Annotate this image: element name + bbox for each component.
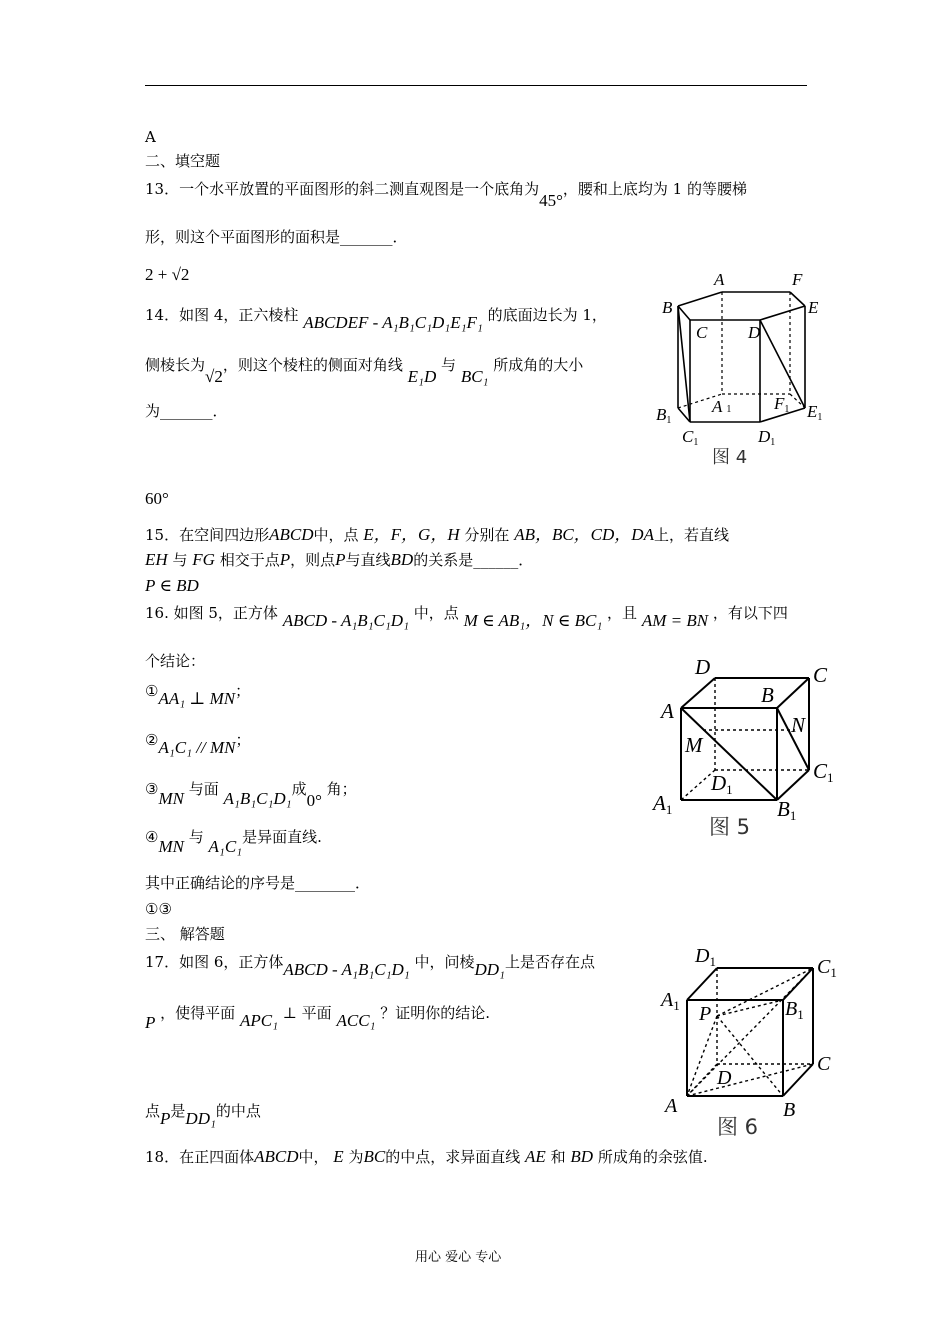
fig4-label-F1: F1 — [774, 394, 790, 415]
figure-6-cube — [655, 940, 855, 1145]
q17-answer: 点P是DD₁的中点 — [145, 1102, 261, 1128]
answer-12: A — [145, 128, 156, 146]
section-solutions: 三、 解答题 — [145, 925, 225, 943]
fig4-label-D: D — [748, 323, 761, 342]
q14-line1: 14．如图 4，正六棱柱 ABCDEF - A₁B₁C₁D₁E₁F₁ 的底面边长为 1， — [145, 306, 607, 332]
fig4-label-A: A — [714, 270, 725, 289]
q13-answer: 2 + √2 — [145, 265, 190, 284]
conclusion-2: ②A₁C₁ // MN； — [145, 731, 251, 757]
fig6-label-A1: $A_1$ — [661, 989, 680, 1013]
page-footer: 用心 爱心 专心 — [415, 1250, 502, 1265]
q13-line2: 形，则这个平面图形的面积是_______． — [145, 228, 408, 246]
conclusion-4: ④MN 与 A₁C₁是异面直线. — [145, 828, 322, 856]
fig5-label-B1: B1 — [777, 797, 797, 823]
fig4-label-E1: E1 — [807, 402, 823, 423]
section-fill-in: 二、填空题 — [145, 152, 221, 170]
q14-line3: 为_______． — [145, 402, 228, 420]
fig6-label-A: A — [665, 1095, 678, 1117]
header-rule — [145, 85, 807, 86]
fig5-label-D1: D1 — [711, 771, 733, 797]
q15-line1: 15．在空间四边形ABCD中，点 E，F，G，H 分别在 AB，BC，CD，DA上，若直线 — [145, 525, 729, 544]
fig4-label-E: E — [808, 298, 819, 317]
q16-line3: 其中正确结论的序号是________． — [145, 874, 371, 892]
fig5-label-C1: C1 — [813, 759, 834, 785]
q17-line1: 17．如图 6，正方体ABCD - A₁B₁C₁D₁ 中，问棱DD₁上是否存在点 — [145, 953, 595, 979]
fig6-label-D1: $D_1$ — [695, 945, 716, 969]
fig4-label-B1: B1 — [656, 405, 672, 426]
fig6-caption: 图 6 — [717, 1115, 759, 1139]
fig4-label-C: C — [696, 323, 708, 342]
fig4-caption: 图 4 — [712, 447, 748, 468]
fig6-label-B1: $B_1$ — [785, 998, 804, 1022]
figure-4-hexagonal-prism — [650, 262, 840, 472]
fig5-label-B: B — [761, 683, 774, 707]
fig5-label-D: D — [695, 655, 711, 679]
fig4-label-F: F — [792, 270, 803, 289]
q14-line2: 侧棱长为√2，则这个棱柱的侧面对角线 E₁D 与 BC₁ 所成角的大小 — [145, 356, 584, 386]
conclusion-1: ①AA₁ ⊥ MN； — [145, 682, 251, 708]
fig5-label-N: N — [791, 713, 806, 737]
figure-5-cube — [645, 650, 845, 850]
fig6-label-C1: $C_1$ — [817, 956, 837, 980]
fig4-label-D1: D1 — [758, 427, 776, 448]
q15-line2: EH 与 FG 相交于点P，则点P与直线BD的关系是______． — [145, 550, 534, 569]
q14-answer: 60° — [145, 489, 169, 508]
q16-line2: 个结论： — [145, 652, 206, 670]
fig5-label-A1: A1 — [653, 791, 673, 817]
fig4-label-C1: C1 — [682, 427, 699, 448]
q18-line: 18．在正四面体ABCD中， E 为BC的中点，求异面直线 AE 和 BD 所成角的余弦值. — [145, 1147, 708, 1166]
fig6-label-B: B — [783, 1099, 796, 1121]
fig5-label-A: A — [661, 699, 674, 723]
fig5-caption: 图 5 — [709, 815, 751, 839]
fig6-label-D: D — [717, 1067, 732, 1089]
q17-line2: P ，使得平面 APC₁ ⊥ 平面 ACC₁ ？证明你的结论. — [145, 1004, 491, 1032]
fig4-label-A1: A 1 — [712, 397, 732, 416]
fig4-label-B: B — [662, 298, 673, 317]
fig6-label-C: C — [817, 1053, 831, 1075]
fig5-label-M: M — [685, 733, 703, 757]
q16-line1: 16. 如图 5，正方体 ABCD - A₁B₁C₁D₁ 中，点 M ∈ AB₁，N ∈ BC₁ ，且 AM = BN ，有以下四 — [145, 604, 788, 630]
fig5-label-C: C — [813, 663, 828, 687]
conclusion-3: ③MN 与面 A₁B₁C₁D₁成0° 角； — [145, 780, 357, 810]
q15-answer: P ∈ BD — [145, 576, 199, 595]
q16-answer: ①③ — [145, 900, 172, 918]
q13-line1: 13．一个水平放置的平面图形的斜二测直观图是一个底角为45°，腰和上底均为 1 的等腰梯 — [145, 180, 747, 210]
fig6-label-P: P — [699, 1003, 712, 1025]
